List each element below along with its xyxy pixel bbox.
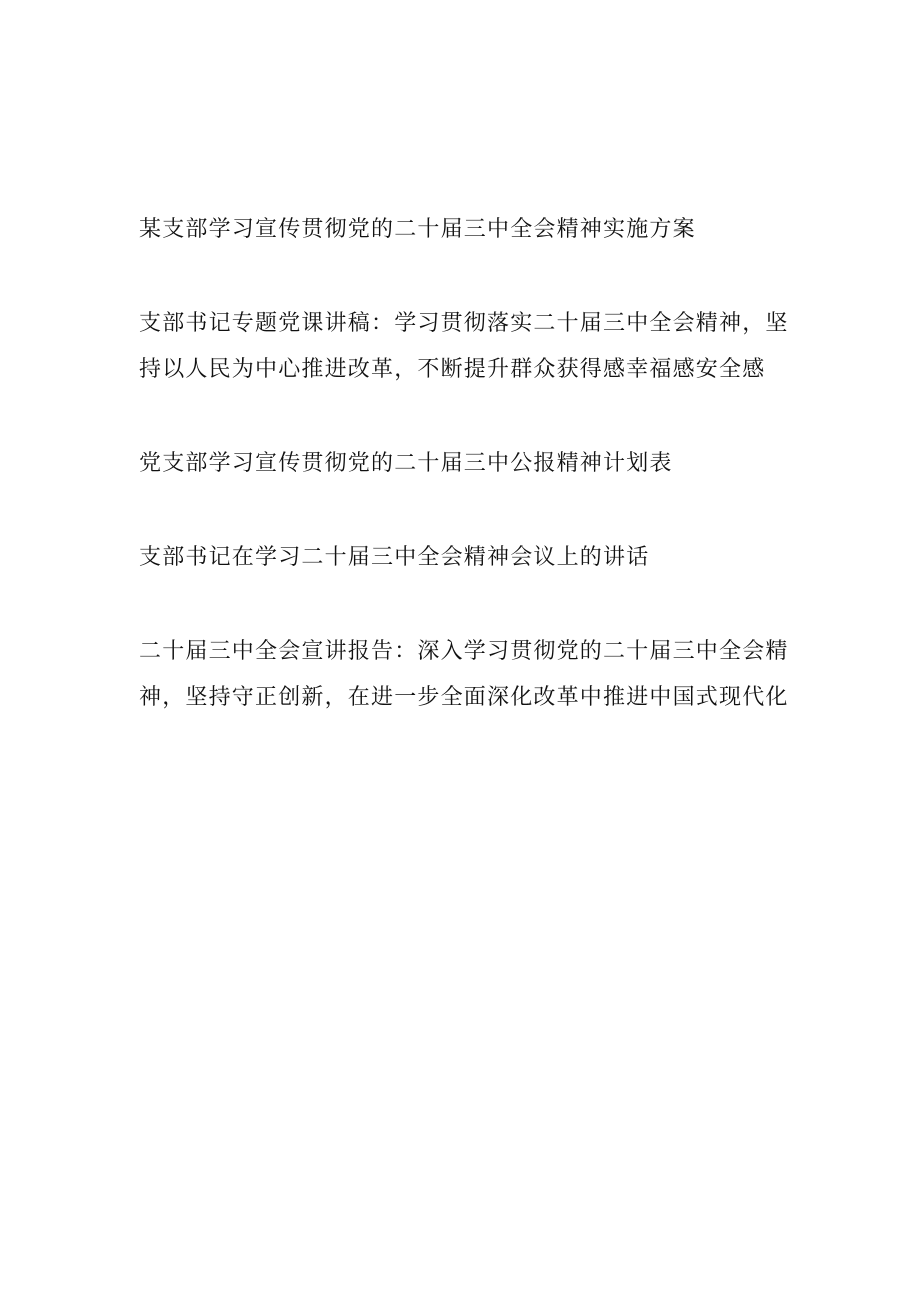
document-list bbox=[139, 207, 799, 769]
document-title-1 bbox=[139, 207, 799, 253]
document-title-2 bbox=[139, 301, 799, 393]
title-line: 神，坚持守正创新，在进一步全面深化改革中推进中国式现代化 bbox=[139, 685, 789, 710]
title-line: 二十届三中全会宣讲报告：深入学习贯彻党的二十届三中全会精 bbox=[139, 639, 789, 664]
document-title-5 bbox=[139, 629, 799, 721]
title-line: 某支部学习宣传贯彻党的二十届三中全会精神实施方案 bbox=[139, 217, 696, 242]
document-title-3 bbox=[139, 441, 799, 487]
title-line: 支部书记专题党课讲稿：学习贯彻落实二十届三中全会精神，坚 bbox=[139, 311, 789, 336]
title-line: 持以人民为中心推进改革，不断提升群众获得感幸福感安全感 bbox=[139, 357, 766, 382]
title-line: 支部书记在学习二十届三中全会精神会议上的讲话 bbox=[139, 545, 650, 570]
title-line: 党支部学习宣传贯彻党的二十届三中公报精神计划表 bbox=[139, 451, 673, 476]
document-title-4 bbox=[139, 535, 799, 581]
